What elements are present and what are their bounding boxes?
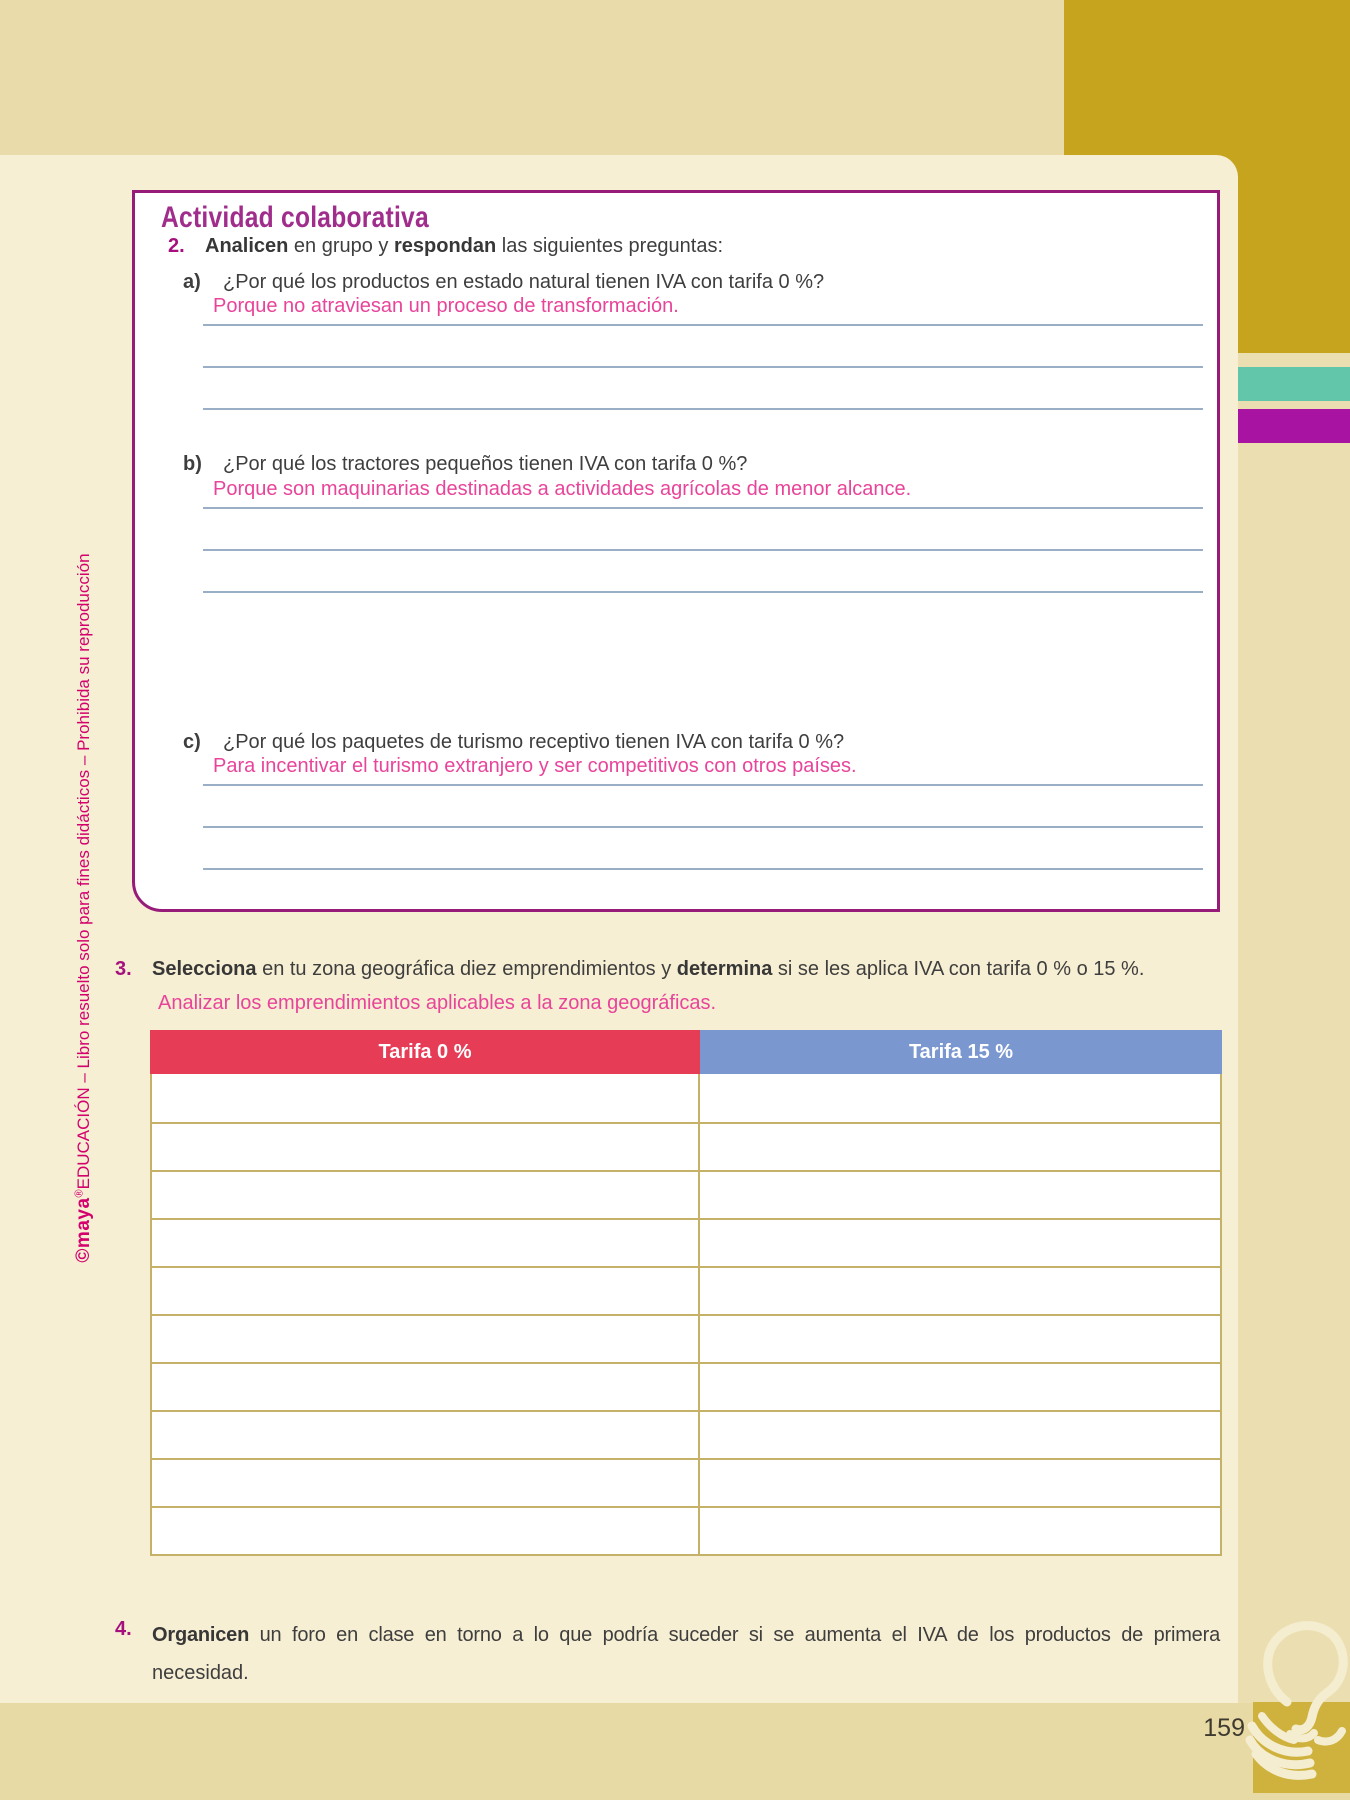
subquestion-a xyxy=(183,269,824,295)
subquestion-a-letter: a) xyxy=(183,271,201,293)
top-margin-band xyxy=(0,0,1064,155)
tarifa-15-header: Tarifa 15 % xyxy=(700,1030,1222,1074)
page-number: 159 xyxy=(1203,1714,1245,1742)
item-4-line2: necesidad. xyxy=(152,1662,249,1684)
table-row xyxy=(152,1458,1220,1506)
table-row xyxy=(152,1218,1220,1266)
item-4-text1: un foro en clase en torno a lo que podría suceder si se aumenta el IVA de los productos de primera xyxy=(249,1624,1220,1646)
tarifa-15-cell[interactable] xyxy=(700,1220,1220,1266)
tarifa-0-cell[interactable] xyxy=(152,1460,700,1506)
item-3-bold-determina: determina xyxy=(676,958,773,980)
tarifa-0-cell[interactable] xyxy=(152,1412,700,1458)
table-row xyxy=(152,1314,1220,1362)
answer-line[interactable] xyxy=(203,408,1203,410)
registered-mark: ® xyxy=(73,1189,86,1198)
tarifa-15-cell[interactable] xyxy=(700,1364,1220,1410)
item-3-text1: en tu zona geográfica diez emprendimientos y xyxy=(256,958,677,980)
right-margin-band xyxy=(1238,353,1350,1800)
answer-line[interactable] xyxy=(203,784,1203,786)
tarifa-15-cell[interactable] xyxy=(700,1124,1220,1170)
answer-line[interactable] xyxy=(203,324,1203,326)
item-3-bold-selecciona: Selecciona xyxy=(152,958,257,980)
answer-line[interactable] xyxy=(203,868,1203,870)
tarifa-15-cell[interactable] xyxy=(700,1460,1220,1506)
subquestion-c xyxy=(183,729,844,755)
item-2-text1: en grupo y xyxy=(288,235,394,257)
subquestion-c-letter: c) xyxy=(183,731,201,753)
item-3-number: 3. xyxy=(115,958,132,980)
answer-line[interactable] xyxy=(203,826,1203,828)
tarifa-0-cell[interactable] xyxy=(152,1364,700,1410)
item-2-number: 2. xyxy=(168,235,185,257)
lightbulb-hand-icon xyxy=(1240,1610,1350,1800)
sidebar-copyright-suffix: EDUCACIÓN – Libro resuelto solo para fines didácticos – Prohibida su reproducción xyxy=(74,553,93,1190)
table-row xyxy=(152,1362,1220,1410)
answer-line[interactable] xyxy=(203,549,1203,551)
table-row xyxy=(152,1410,1220,1458)
subquestion-c-answer: Para incentivar el turismo extranjero y ser competitivos con otros países. xyxy=(213,755,857,777)
item-4-number: 4. xyxy=(115,1618,132,1640)
tarifa-0-cell[interactable] xyxy=(152,1172,700,1218)
tarifa-15-cell[interactable] xyxy=(700,1268,1220,1314)
subquestion-b xyxy=(183,451,747,477)
subquestion-a-text: ¿Por qué los productos en estado natural tienen IVA con tarifa 0 %? xyxy=(223,271,825,293)
item-4-text xyxy=(152,1616,1220,1692)
item-2 xyxy=(168,233,1178,259)
sidebar-copyright-text xyxy=(73,420,99,1396)
tarifa-0-header: Tarifa 0 % xyxy=(150,1030,700,1074)
tarifa-15-cell[interactable] xyxy=(700,1172,1220,1218)
tarifa-15-cell[interactable] xyxy=(700,1316,1220,1362)
magenta-accent-stripe xyxy=(1238,409,1350,443)
tarifa-0-cell[interactable] xyxy=(152,1316,700,1362)
item-4 xyxy=(115,1616,1225,1692)
publisher-logo-text: ©maya xyxy=(73,1197,94,1263)
tarifa-0-cell[interactable] xyxy=(152,1508,700,1554)
tarifa-table xyxy=(150,1030,1222,1556)
subquestion-b-text: ¿Por qué los tractores pequeños tienen IVA con tarifa 0 %? xyxy=(223,453,748,475)
subquestion-c-text: ¿Por qué los paquetes de turismo receptivo tienen IVA con tarifa 0 %? xyxy=(223,731,845,753)
item-3 xyxy=(115,956,1225,982)
item-2-bold-analicen: Analicen xyxy=(205,235,289,257)
item-4-bold-organicen: Organicen xyxy=(152,1624,250,1646)
answer-line[interactable] xyxy=(203,591,1203,593)
item-2-bold-respondan: respondan xyxy=(393,235,497,257)
activity-box-title: Actividad colaborativa xyxy=(161,201,429,234)
item-2-text xyxy=(205,233,723,259)
table-row xyxy=(152,1170,1220,1218)
tarifa-0-cell[interactable] xyxy=(152,1124,700,1170)
subquestion-a-answer: Porque no atraviesan un proceso de transformación. xyxy=(213,295,679,317)
subquestion-b-answer: Porque son maquinarias destinadas a actividades agrícolas de menor alcance. xyxy=(213,478,912,500)
tarifa-15-cell[interactable] xyxy=(700,1074,1220,1122)
tarifa-0-cell[interactable] xyxy=(152,1220,700,1266)
collaborative-activity-box xyxy=(132,190,1220,912)
tarifa-15-cell[interactable] xyxy=(700,1412,1220,1458)
table-row xyxy=(152,1266,1220,1314)
item-2-text2: las siguientes preguntas: xyxy=(496,235,724,257)
item-3-answer: Analizar los emprendimientos aplicables a la zona geográficas. xyxy=(158,992,717,1014)
tarifa-table-header xyxy=(150,1030,1222,1074)
table-row xyxy=(152,1506,1220,1554)
tarifa-table-body xyxy=(150,1074,1222,1556)
answer-line[interactable] xyxy=(203,366,1203,368)
subquestion-b-letter: b) xyxy=(183,453,202,475)
item-3-text2: si se les aplica IVA con tarifa 0 % o 15 %. xyxy=(772,958,1145,980)
table-row xyxy=(152,1122,1220,1170)
tarifa-15-cell[interactable] xyxy=(700,1508,1220,1554)
item-3-text xyxy=(152,956,1144,982)
answer-line[interactable] xyxy=(203,507,1203,509)
teal-accent-stripe xyxy=(1238,367,1350,401)
tarifa-0-cell[interactable] xyxy=(152,1074,700,1122)
item-4-line1 xyxy=(152,1616,1220,1654)
tarifa-0-cell[interactable] xyxy=(152,1268,700,1314)
table-row xyxy=(152,1074,1220,1122)
